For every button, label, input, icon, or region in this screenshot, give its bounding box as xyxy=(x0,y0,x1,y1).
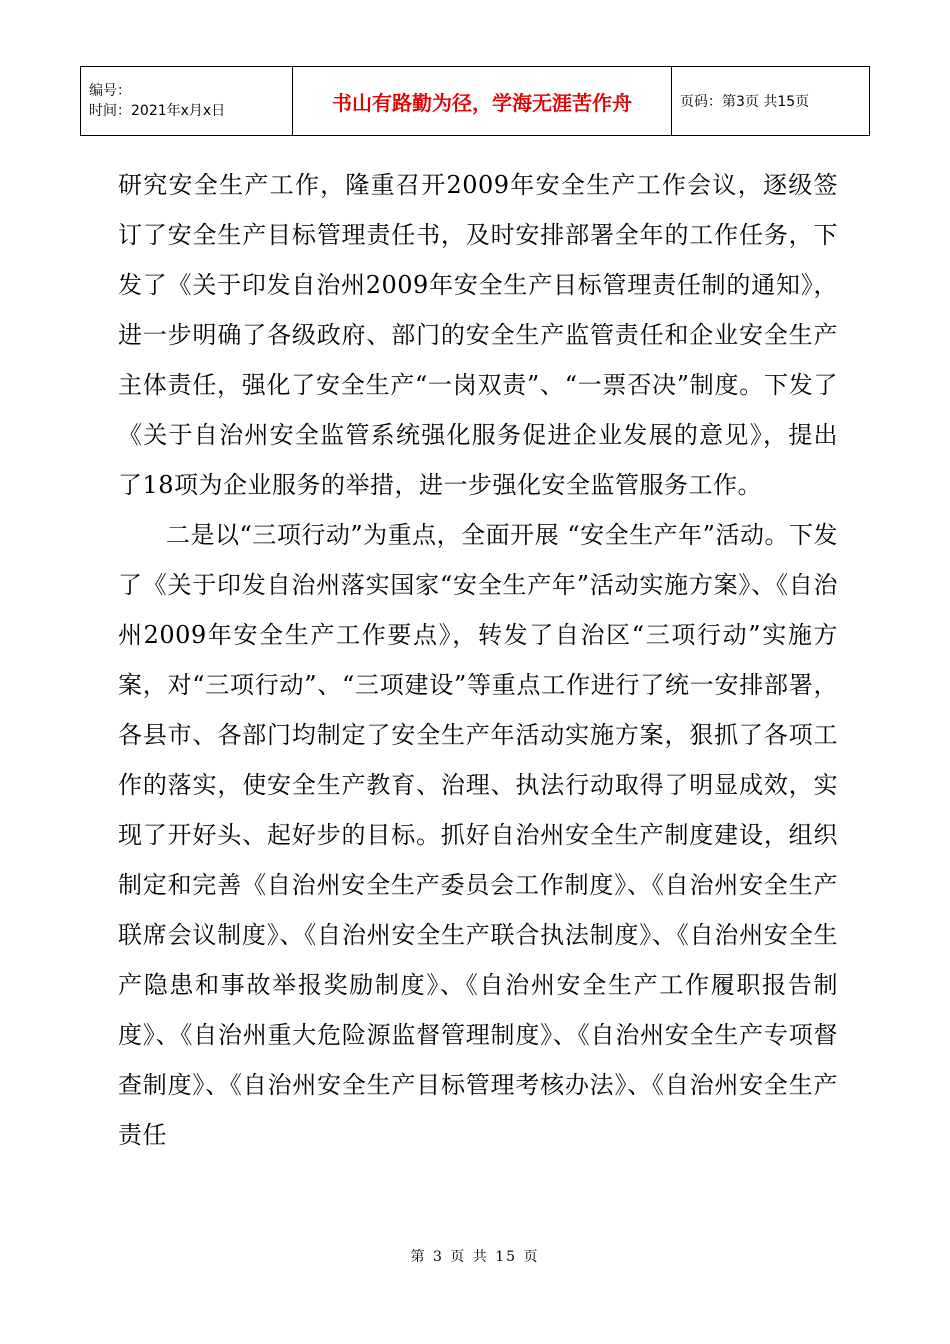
header-motto: 书山有路勤为径，学海无涯苦作舟 xyxy=(293,67,672,136)
page-footer: 第 3 页 共 15 页 xyxy=(410,1249,540,1265)
body-paragraph-1: 研究安全生产工作，隆重召开2009年安全生产工作会议，逐级签订了安全生产目标管理责任书，及时安排部署全年的工作任务，下发了《关于印发自治州2009年安全生产目标管理责任制的通知》，进一步明确了各级政府、部门的安全生产监管责任和企业安全生产主体责任，强化了安全生产“一岗双责”、“一票否决”制度。下发了《关于自治州安全监管系统强化服务促进企业发展的意见》，提出了18项为企业服务的举措，进一步强化安全监管服务工作。 xyxy=(118,171,838,499)
body-paragraph-2: 二是以“三项行动”为重点，全面开展 “安全生产年”活动。下发了《关于印发自治州落实国家“安全生产年”活动实施方案》、《自治州2009年安全生产工作要点》，转发了自治区“三项行动”实施方案，对“三项行动”、“三项建设”等重点工作进行了统一安排部署，各县市、各部门均制定了安全生产年活动实施方案，狠抓了各项工作的落实，使安全生产教育、治理、执法行动取得了明显成效，实现了开好头、起好步的目标。抓好自治州安全生产制度建设，组织制定和完善《自治州安全生产委员会工作制度》、《自治州安全生产联席会议制度》、《自治州安全生产联合执法制度》、《自治州安全生产隐患和事故举报奖励制度》、《自治州安全生产工作履职报告制度》、《自治州重大危险源监督管理制度》、《自治州安全生产专项督查制度》、《自治州安全生产目标管理考核办法》、《自治州安全生产责任 xyxy=(118,521,838,1149)
document-body xyxy=(118,160,838,1160)
header-meta-cell xyxy=(81,67,293,136)
header-table xyxy=(80,66,870,136)
document-number-label: 编号： xyxy=(89,83,131,99)
document-date-label: 时间：2021年x月x日 xyxy=(89,103,226,119)
header-page-number: 页码：第3页 共15页 xyxy=(672,67,870,136)
